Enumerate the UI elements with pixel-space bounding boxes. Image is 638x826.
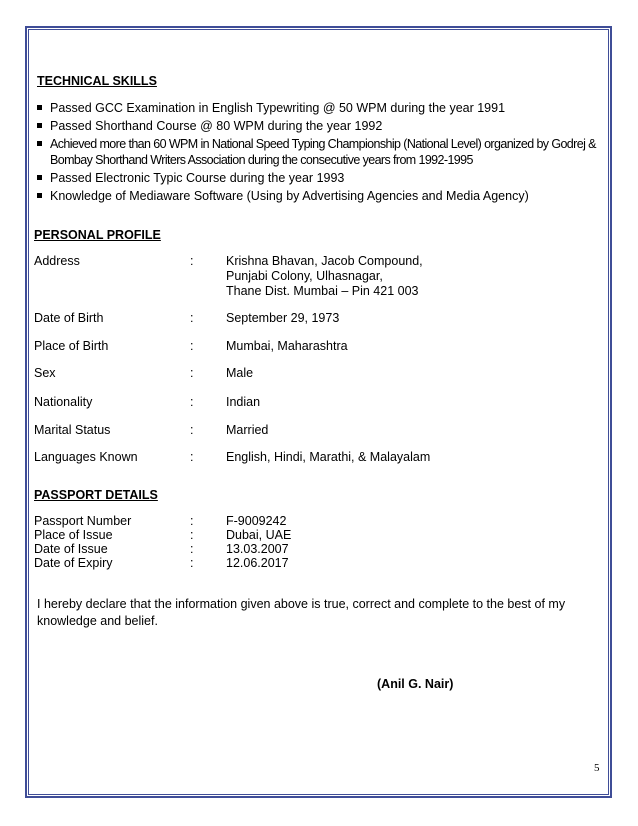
- field-value: 13.03.2007: [226, 542, 289, 556]
- field-label: Sex: [34, 366, 56, 380]
- field-separator: :: [190, 423, 194, 437]
- bullet-icon: [37, 141, 42, 146]
- marital-status-row: [34, 423, 594, 439]
- field-value: 12.06.2017: [226, 556, 289, 570]
- field-value: Mumbai, Maharashtra: [226, 339, 348, 353]
- languages-known-row: [34, 450, 594, 466]
- date-of-birth-row: [34, 311, 594, 327]
- bullet-icon: [37, 105, 42, 110]
- page-number: 5: [594, 762, 600, 774]
- field-label: Place of Birth: [34, 339, 109, 353]
- address-line: Thane Dist. Mumbai – Pin 421 003: [226, 284, 419, 298]
- technical-skills-heading: TECHNICAL SKILLS: [37, 74, 157, 88]
- field-label: Date of Issue: [34, 542, 108, 556]
- declaration-text: I hereby declare that the information given above is true, correct and complete to the best of my knowledge and belief.: [37, 597, 566, 628]
- place-of-birth-row: [34, 339, 594, 355]
- bullet-icon: [37, 123, 42, 128]
- field-value: Married: [226, 423, 269, 437]
- field-label: Address: [34, 254, 80, 268]
- list-item: Achieved more than 60 WPM in National Speed Typing Championship (National Level) organized by Godrej & Bombay Shorthand Writers Association during the consecutive years from 1992-1995: [37, 136, 597, 168]
- address-line: Punjabi Colony, Ulhasnagar,: [226, 269, 383, 283]
- field-value: Male: [226, 366, 254, 380]
- field-label: Date of Birth: [34, 311, 104, 325]
- field-label: Place of Issue: [34, 528, 113, 542]
- sex-row: [34, 366, 594, 382]
- field-label: Passport Number: [34, 514, 132, 528]
- list-item: Knowledge of Mediaware Software (Using by Advertising Agencies and Media Agency): [37, 188, 597, 204]
- date-of-expiry-row: [34, 556, 594, 572]
- field-label: Languages Known: [34, 450, 138, 464]
- field-separator: :: [190, 556, 194, 570]
- bullet-icon: [37, 193, 42, 198]
- field-separator: :: [190, 254, 194, 268]
- field-separator: :: [190, 395, 194, 409]
- field-value: September 29, 1973: [226, 311, 340, 325]
- list-item: Passed GCC Examination in English Typewriting @ 50 WPM during the year 1991: [37, 100, 597, 116]
- personal-profile-heading: PERSONAL PROFILE: [34, 228, 161, 242]
- field-separator: :: [190, 339, 194, 353]
- field-label: Nationality: [34, 395, 93, 409]
- field-separator: :: [190, 366, 194, 380]
- list-item: Passed Electronic Typic Course during the year 1993: [37, 170, 597, 186]
- field-separator: :: [190, 528, 194, 542]
- field-separator: :: [190, 450, 194, 464]
- signature-name: (Anil G. Nair): [377, 677, 454, 691]
- field-separator: :: [190, 542, 194, 556]
- list-item: Passed Shorthand Course @ 80 WPM during the year 1992: [37, 118, 597, 134]
- field-separator: :: [190, 311, 194, 325]
- bullet-icon: [37, 175, 42, 180]
- address-line: Krishna Bhavan, Jacob Compound,: [226, 254, 423, 268]
- nationality-row: [34, 395, 594, 411]
- field-value: Indian: [226, 395, 261, 409]
- field-value: English, Hindi, Marathi, & Malayalam: [226, 450, 431, 464]
- passport-details-heading: PASSPORT DETAILS: [34, 488, 158, 502]
- field-value: Dubai, UAE: [226, 528, 292, 542]
- field-label: Marital Status: [34, 423, 111, 437]
- field-label: Date of Expiry: [34, 556, 113, 570]
- field-value: F-9009242: [226, 514, 287, 528]
- technical-skills-list: [37, 100, 597, 206]
- field-separator: :: [190, 514, 194, 528]
